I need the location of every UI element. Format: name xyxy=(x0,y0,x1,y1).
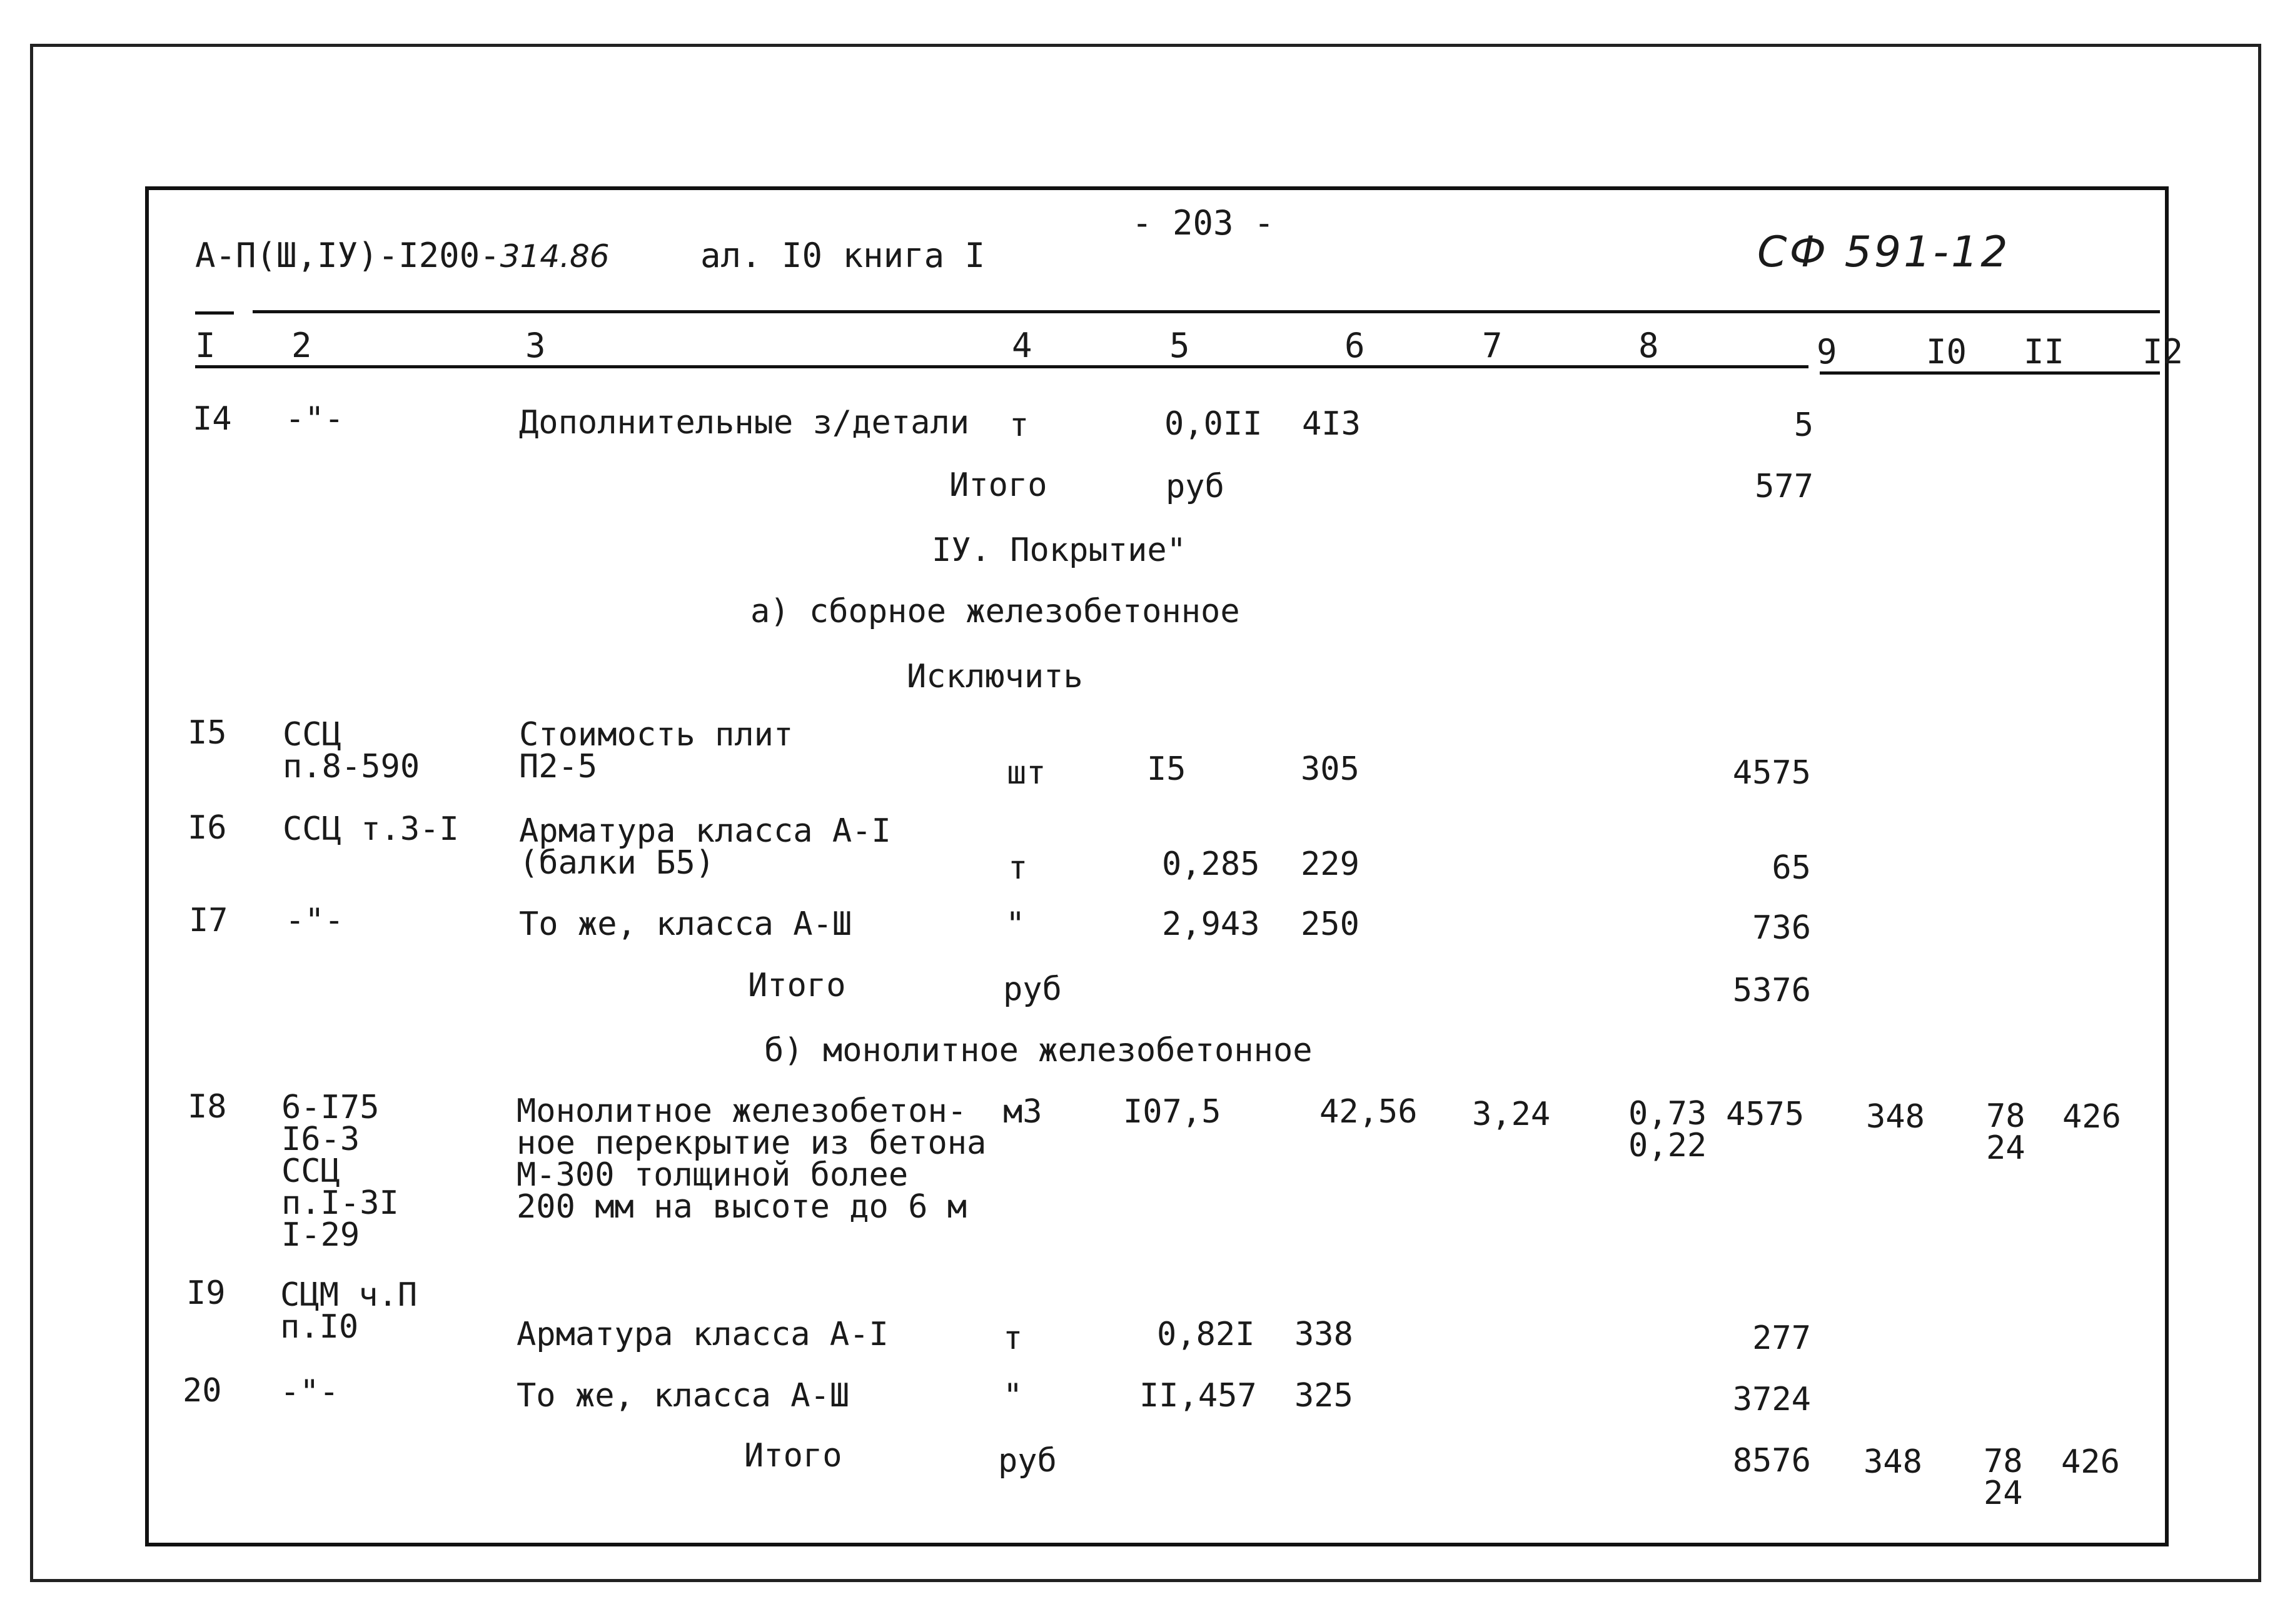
row-17-price: 250 xyxy=(1301,905,1359,943)
row-17-no: I7 xyxy=(189,902,228,939)
section-precast: а) сборное железобетонное xyxy=(750,593,1240,630)
row-18-basis: 6-I75 I6-3 ССЦ п.I-3I I-29 xyxy=(281,1089,399,1254)
row-18-col8: 0,73 0,22 xyxy=(1628,1095,1707,1164)
section-monolithic: б) монолитное железобетонное xyxy=(764,1032,1313,1069)
row-19-unit: т xyxy=(1003,1319,1023,1357)
col-header-5: 5 xyxy=(1169,326,1190,365)
row-14-no: I4 xyxy=(193,400,232,438)
row-14-desc: Дополнительные з/детали xyxy=(519,404,970,441)
col-header-9: 9 xyxy=(1817,332,1837,371)
row-19-desc: Арматура класса А-I xyxy=(517,1316,889,1353)
col-header-10: I0 xyxy=(1926,332,1967,371)
col-header-11: II xyxy=(2024,332,2065,371)
row-19-price: 338 xyxy=(1294,1316,1353,1353)
subtotal-2-label: Итого xyxy=(748,967,846,1004)
row-17-qty: 2,943 xyxy=(1162,905,1260,943)
subtotal-3-unit: руб xyxy=(998,1442,1057,1480)
subtotal-1-total: 577 xyxy=(1755,468,1813,505)
row-19-basis: СЦМ ч.П п.I0 xyxy=(280,1276,418,1346)
row-16-qty: 0,285 xyxy=(1162,845,1260,883)
subtotal-1-label: Итого xyxy=(949,467,1047,504)
subtotal-3-total: 8576 xyxy=(1732,1442,1811,1480)
subtotal-3-label: Итого xyxy=(744,1437,842,1475)
section-roof: IУ. Покрытие" xyxy=(932,532,1186,569)
row-20-total: 3724 xyxy=(1732,1381,1811,1418)
row-18-col7: 3,24 xyxy=(1472,1096,1551,1133)
header-rule-top xyxy=(253,310,2160,313)
row-16-desc: Арматура класса А-I (балки Б5) xyxy=(519,812,891,882)
page-number: - 203 - xyxy=(1132,203,1274,243)
row-18-col11: 78 24 xyxy=(1986,1097,2025,1167)
subtotal-2-total: 5376 xyxy=(1732,972,1811,1009)
row-20-unit: " xyxy=(1003,1377,1023,1415)
row-17-desc: То же, класса А-Ш xyxy=(519,905,852,943)
row-15-desc: Стоимость плит П2-5 xyxy=(519,716,794,785)
row-18-col10: 348 xyxy=(1866,1098,1925,1136)
row-18-unit: м3 xyxy=(1003,1093,1042,1131)
col-header-7: 7 xyxy=(1482,326,1503,365)
row-15-qty: I5 xyxy=(1147,750,1186,788)
row-18-desc: Монолитное железобетон- ное перекрытие из бетона М-300 толщиной более 200 мм на высоте до 6 м xyxy=(517,1092,987,1226)
row-20-no: 20 xyxy=(183,1372,222,1410)
album-label: ал. I0 книга I xyxy=(700,236,986,275)
row-19-total: 277 xyxy=(1752,1319,1811,1357)
row-15-unit: шт xyxy=(1007,754,1046,792)
row-20-desc: То же, класса А-Ш xyxy=(517,1377,850,1415)
row-18-total: 4575 xyxy=(1726,1096,1805,1133)
row-14-qty: 0,0II xyxy=(1164,405,1263,443)
row-15-no: I5 xyxy=(188,714,227,752)
row-15-total: 4575 xyxy=(1732,754,1811,792)
row-18-no: I8 xyxy=(188,1088,227,1126)
col-header-8: 8 xyxy=(1638,326,1659,365)
row-19-qty: 0,82I xyxy=(1157,1316,1255,1353)
subtotal-3-col11: 78 24 xyxy=(1984,1443,2023,1512)
section-exclude: Исключить xyxy=(907,658,1083,695)
col-header-12: I2 xyxy=(2142,332,2184,371)
doc-code: А-П(Ш,IУ)-I200-314.86 xyxy=(195,236,610,275)
row-14-total: 5 xyxy=(1793,406,1813,444)
row-16-unit: т xyxy=(1008,849,1028,887)
header-rule-bottom-left xyxy=(195,365,1808,368)
header-rule-bottom-right xyxy=(1820,371,2160,375)
row-18-qty: I07,5 xyxy=(1123,1093,1221,1131)
row-14-basis: -"- xyxy=(285,400,344,438)
row-16-basis: ССЦ т.3-I xyxy=(283,810,459,848)
row-15-price: 305 xyxy=(1301,750,1359,788)
col-header-2: 2 xyxy=(291,326,312,365)
row-16-total: 65 xyxy=(1772,849,1811,887)
row-16-price: 229 xyxy=(1301,845,1359,883)
header-rule-short xyxy=(195,311,234,315)
row-20-price: 325 xyxy=(1294,1377,1353,1415)
row-20-basis: -"- xyxy=(280,1373,339,1411)
subtotal-3-col10: 348 xyxy=(1864,1443,1922,1481)
col-header-6: 6 xyxy=(1344,326,1365,365)
row-14-price: 4I3 xyxy=(1302,405,1361,443)
row-14-unit: т xyxy=(1009,406,1029,444)
subtotal-2-unit: руб xyxy=(1003,971,1062,1008)
row-17-basis: -"- xyxy=(285,902,344,939)
row-18-col12: 426 xyxy=(2062,1098,2121,1136)
row-15-basis: ССЦ п.8-590 xyxy=(283,716,420,785)
col-header-4: 4 xyxy=(1012,326,1032,365)
subtotal-3-col12: 426 xyxy=(2061,1443,2120,1481)
col-header-3: 3 xyxy=(525,326,546,365)
row-17-total: 736 xyxy=(1752,909,1811,947)
col-header-1: I xyxy=(195,326,216,365)
row-16-no: I6 xyxy=(188,809,227,847)
row-19-no: I9 xyxy=(186,1274,226,1312)
row-17-unit: " xyxy=(1006,905,1026,943)
row-20-qty: II,457 xyxy=(1139,1377,1257,1415)
stamp-number: СФ 591-12 xyxy=(1757,228,2010,277)
subtotal-1-unit: руб xyxy=(1166,468,1224,505)
row-18-price: 42,56 xyxy=(1319,1093,1418,1131)
